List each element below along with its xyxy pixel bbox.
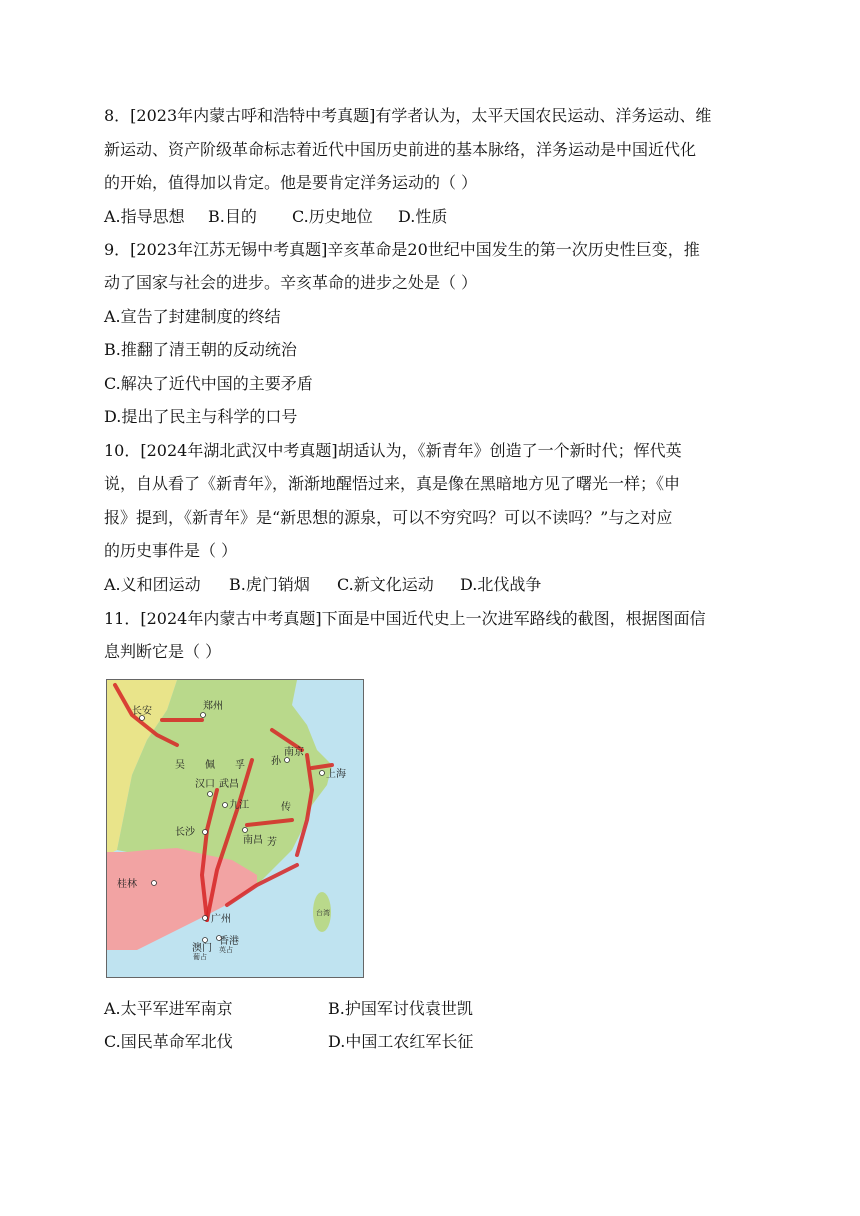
q10-option-d: D.北伐战争 xyxy=(460,575,542,594)
city-dot-changsha xyxy=(203,830,208,835)
q9-line-2: 动了国家与社会的进步。辛亥革命的进步之处是（ ） xyxy=(104,273,478,292)
label-warlord-wu: 吴 xyxy=(175,760,185,771)
q11-option-c: C.国民革命军北伐 xyxy=(104,1032,233,1051)
label-xianggang: 香港 xyxy=(219,936,239,947)
label-aomen: 澳门 xyxy=(192,943,212,954)
city-dot-guangzhou xyxy=(203,916,208,921)
q8-option-d: D.性质 xyxy=(398,207,448,226)
q11-option-a: A.太平军进军南京 xyxy=(104,999,233,1018)
q10-line-1: 10．[2024年湖北武汉中考真题]胡适认为，《新青年》创造了一个新时代；恽代英 xyxy=(104,441,682,460)
label-ying-occupied: 英占 xyxy=(219,946,233,954)
city-dot-zhengzhou xyxy=(201,713,206,718)
label-warlord-fang: 芳 xyxy=(267,837,277,848)
q11-line-1: 11．[2024年内蒙古中考真题]下面是中国近代史上一次进军路线的截图，根据图面信 xyxy=(104,609,706,628)
city-dot-jiujiang xyxy=(223,803,228,808)
label-warlord-pei: 佩 xyxy=(205,760,215,771)
city-dot-nanjing xyxy=(285,758,290,763)
label-zhengzhou: 郑州 xyxy=(203,701,223,712)
q10-line-2: 说，自从看了《新青年》，渐渐地醒悟过来，真是像在黑暗地方见了曙光一样；《申 xyxy=(104,474,681,493)
label-warlord-chuan: 传 xyxy=(281,802,291,813)
label-changan: 长安 xyxy=(132,706,152,717)
label-taiwan: 台湾 xyxy=(316,909,330,917)
city-dot-shanghai xyxy=(320,771,325,776)
q10-option-c: C.新文化运动 xyxy=(337,575,434,594)
city-dot-nanchang xyxy=(243,828,248,833)
q8-option-b: B.目的 xyxy=(208,207,257,226)
q9-option-b: B.推翻了清王朝的反动统治 xyxy=(104,340,297,359)
label-sun: 孙 xyxy=(271,756,281,767)
city-dot-guilin xyxy=(152,881,157,886)
label-jiujiang: 九江 xyxy=(229,800,249,811)
q8-option-a: A.指导思想 xyxy=(104,207,185,226)
label-wuchang: 武昌 xyxy=(219,779,239,790)
q9-line-1: 9．[2023年江苏无锡中考真题]辛亥革命是20世纪中国发生的第一次历史性巨变，推 xyxy=(104,240,700,259)
label-hankou: 汉口 xyxy=(195,779,215,790)
q11-option-b: B.护国军讨伐袁世凯 xyxy=(328,999,473,1018)
q10-line-4: 的历史事件是（ ） xyxy=(104,541,238,560)
q9-option-a: A.宣告了封建制度的终结 xyxy=(104,307,281,326)
label-nanjing: 南京 xyxy=(284,747,304,758)
q10-option-b: B.虎门销烟 xyxy=(229,575,310,594)
city-dot-hankou xyxy=(208,792,213,797)
label-pu-occupied: 葡占 xyxy=(193,953,207,961)
label-warlord-fu: 孚 xyxy=(235,760,245,771)
q8-option-c: C.历史地位 xyxy=(292,207,373,226)
label-guangzhou: 广州 xyxy=(211,914,231,925)
q11-option-d: D.中国工农红军长征 xyxy=(328,1032,474,1051)
q11-line-2: 息判断它是（ ） xyxy=(104,642,222,661)
label-shanghai: 上海 xyxy=(326,769,346,780)
q9-option-d: D.提出了民主与科学的口号 xyxy=(104,407,298,426)
q10-option-a: A.义和团运动 xyxy=(104,575,201,594)
city-dot-aomen xyxy=(203,938,208,943)
q8-line-3: 的开始，值得加以肯定。他是要肯定洋务运动的（ ） xyxy=(104,173,478,192)
label-nanchang: 南昌 xyxy=(243,835,263,846)
map-svg xyxy=(107,680,363,977)
q9-option-c: C.解决了近代中国的主要矛盾 xyxy=(104,374,313,393)
label-changsha: 长沙 xyxy=(175,827,195,838)
q10-line-3: 报》提到，《新青年》是“新思想的源泉，可以不穷究吗？可以不读吗？”与之对应 xyxy=(104,508,673,527)
march-route-map xyxy=(106,679,364,978)
q8-line-1: 8．[2023年内蒙古呼和浩特中考真题]有学者认为，太平天国农民运动、洋务运动、维 xyxy=(104,106,712,125)
q8-line-2: 新运动、资产阶级革命标志着近代中国历史前进的基本脉络，洋务运动是中国近代化 xyxy=(104,140,697,159)
label-guilin: 桂林 xyxy=(117,879,137,890)
